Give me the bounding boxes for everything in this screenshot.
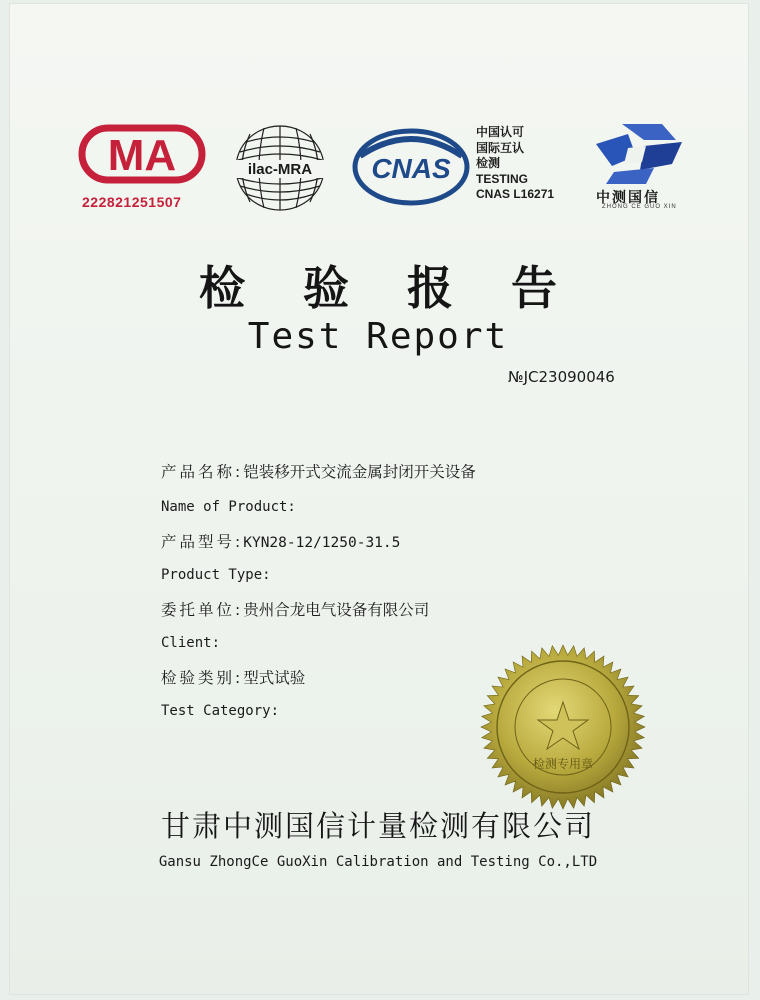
- cma-logo: [78, 124, 206, 184]
- field-product-type: [161, 530, 400, 552]
- cnas-accreditation-text: [476, 125, 554, 203]
- field-label: 检验类别:: [161, 669, 244, 687]
- report-number: №JC23090046: [508, 368, 615, 386]
- ilac-mra-logo: [224, 122, 336, 214]
- company-logo-icon: [584, 118, 694, 188]
- report-title-en: Test Report: [247, 316, 509, 357]
- cnas-line: 中国认可: [476, 125, 525, 139]
- field-label: 产品名称:: [161, 463, 244, 481]
- field-label-en: Client:: [161, 635, 221, 651]
- field-label: 产品型号:: [161, 533, 244, 551]
- report-title-cn: 检验报告: [199, 261, 615, 315]
- field-product-name: [161, 460, 476, 482]
- cnas-logo-text: CNAS: [371, 153, 451, 184]
- cnas-line: TESTING: [476, 171, 529, 186]
- cnas-logo: [352, 128, 470, 206]
- field-label-en: Product Type:: [161, 567, 271, 583]
- field-label-en: Test Category:: [161, 703, 280, 719]
- field-test-category: [161, 666, 305, 688]
- field-value: KYN28-12/1250-31.5: [243, 535, 401, 551]
- cnas-line: 检测: [476, 156, 501, 170]
- certificate-page: [10, 4, 748, 994]
- issuer-name-en: Gansu ZhongCe GuoXin Calibration and Testing Co.,LTD: [158, 854, 598, 870]
- cma-number: 222821251507: [82, 194, 182, 210]
- field-client: [161, 598, 429, 620]
- field-value: 贵州合龙电气设备有限公司: [243, 601, 430, 619]
- ilac-logo-text: ilac-MRA: [247, 161, 313, 178]
- company-logo-name: 中测国信: [596, 190, 660, 206]
- field-label-en: Name of Product:: [161, 499, 296, 515]
- issuer-name-cn: 甘肃中测国信计量检测有限公司: [160, 809, 595, 843]
- seal-text: 检测专用章: [532, 757, 594, 771]
- field-value: 型式试验: [243, 669, 306, 687]
- cma-logo-text: MA: [107, 131, 177, 180]
- field-value: 铠装移开式交流金属封闭开关设备: [243, 463, 476, 481]
- company-logo-name-en: ZHONG CE GUO XIN: [602, 204, 677, 210]
- gold-seal: [480, 644, 646, 810]
- cnas-line: 国际互认: [476, 140, 525, 155]
- cnas-line: CNAS L16271: [476, 187, 555, 201]
- field-label: 委托单位:: [161, 601, 244, 619]
